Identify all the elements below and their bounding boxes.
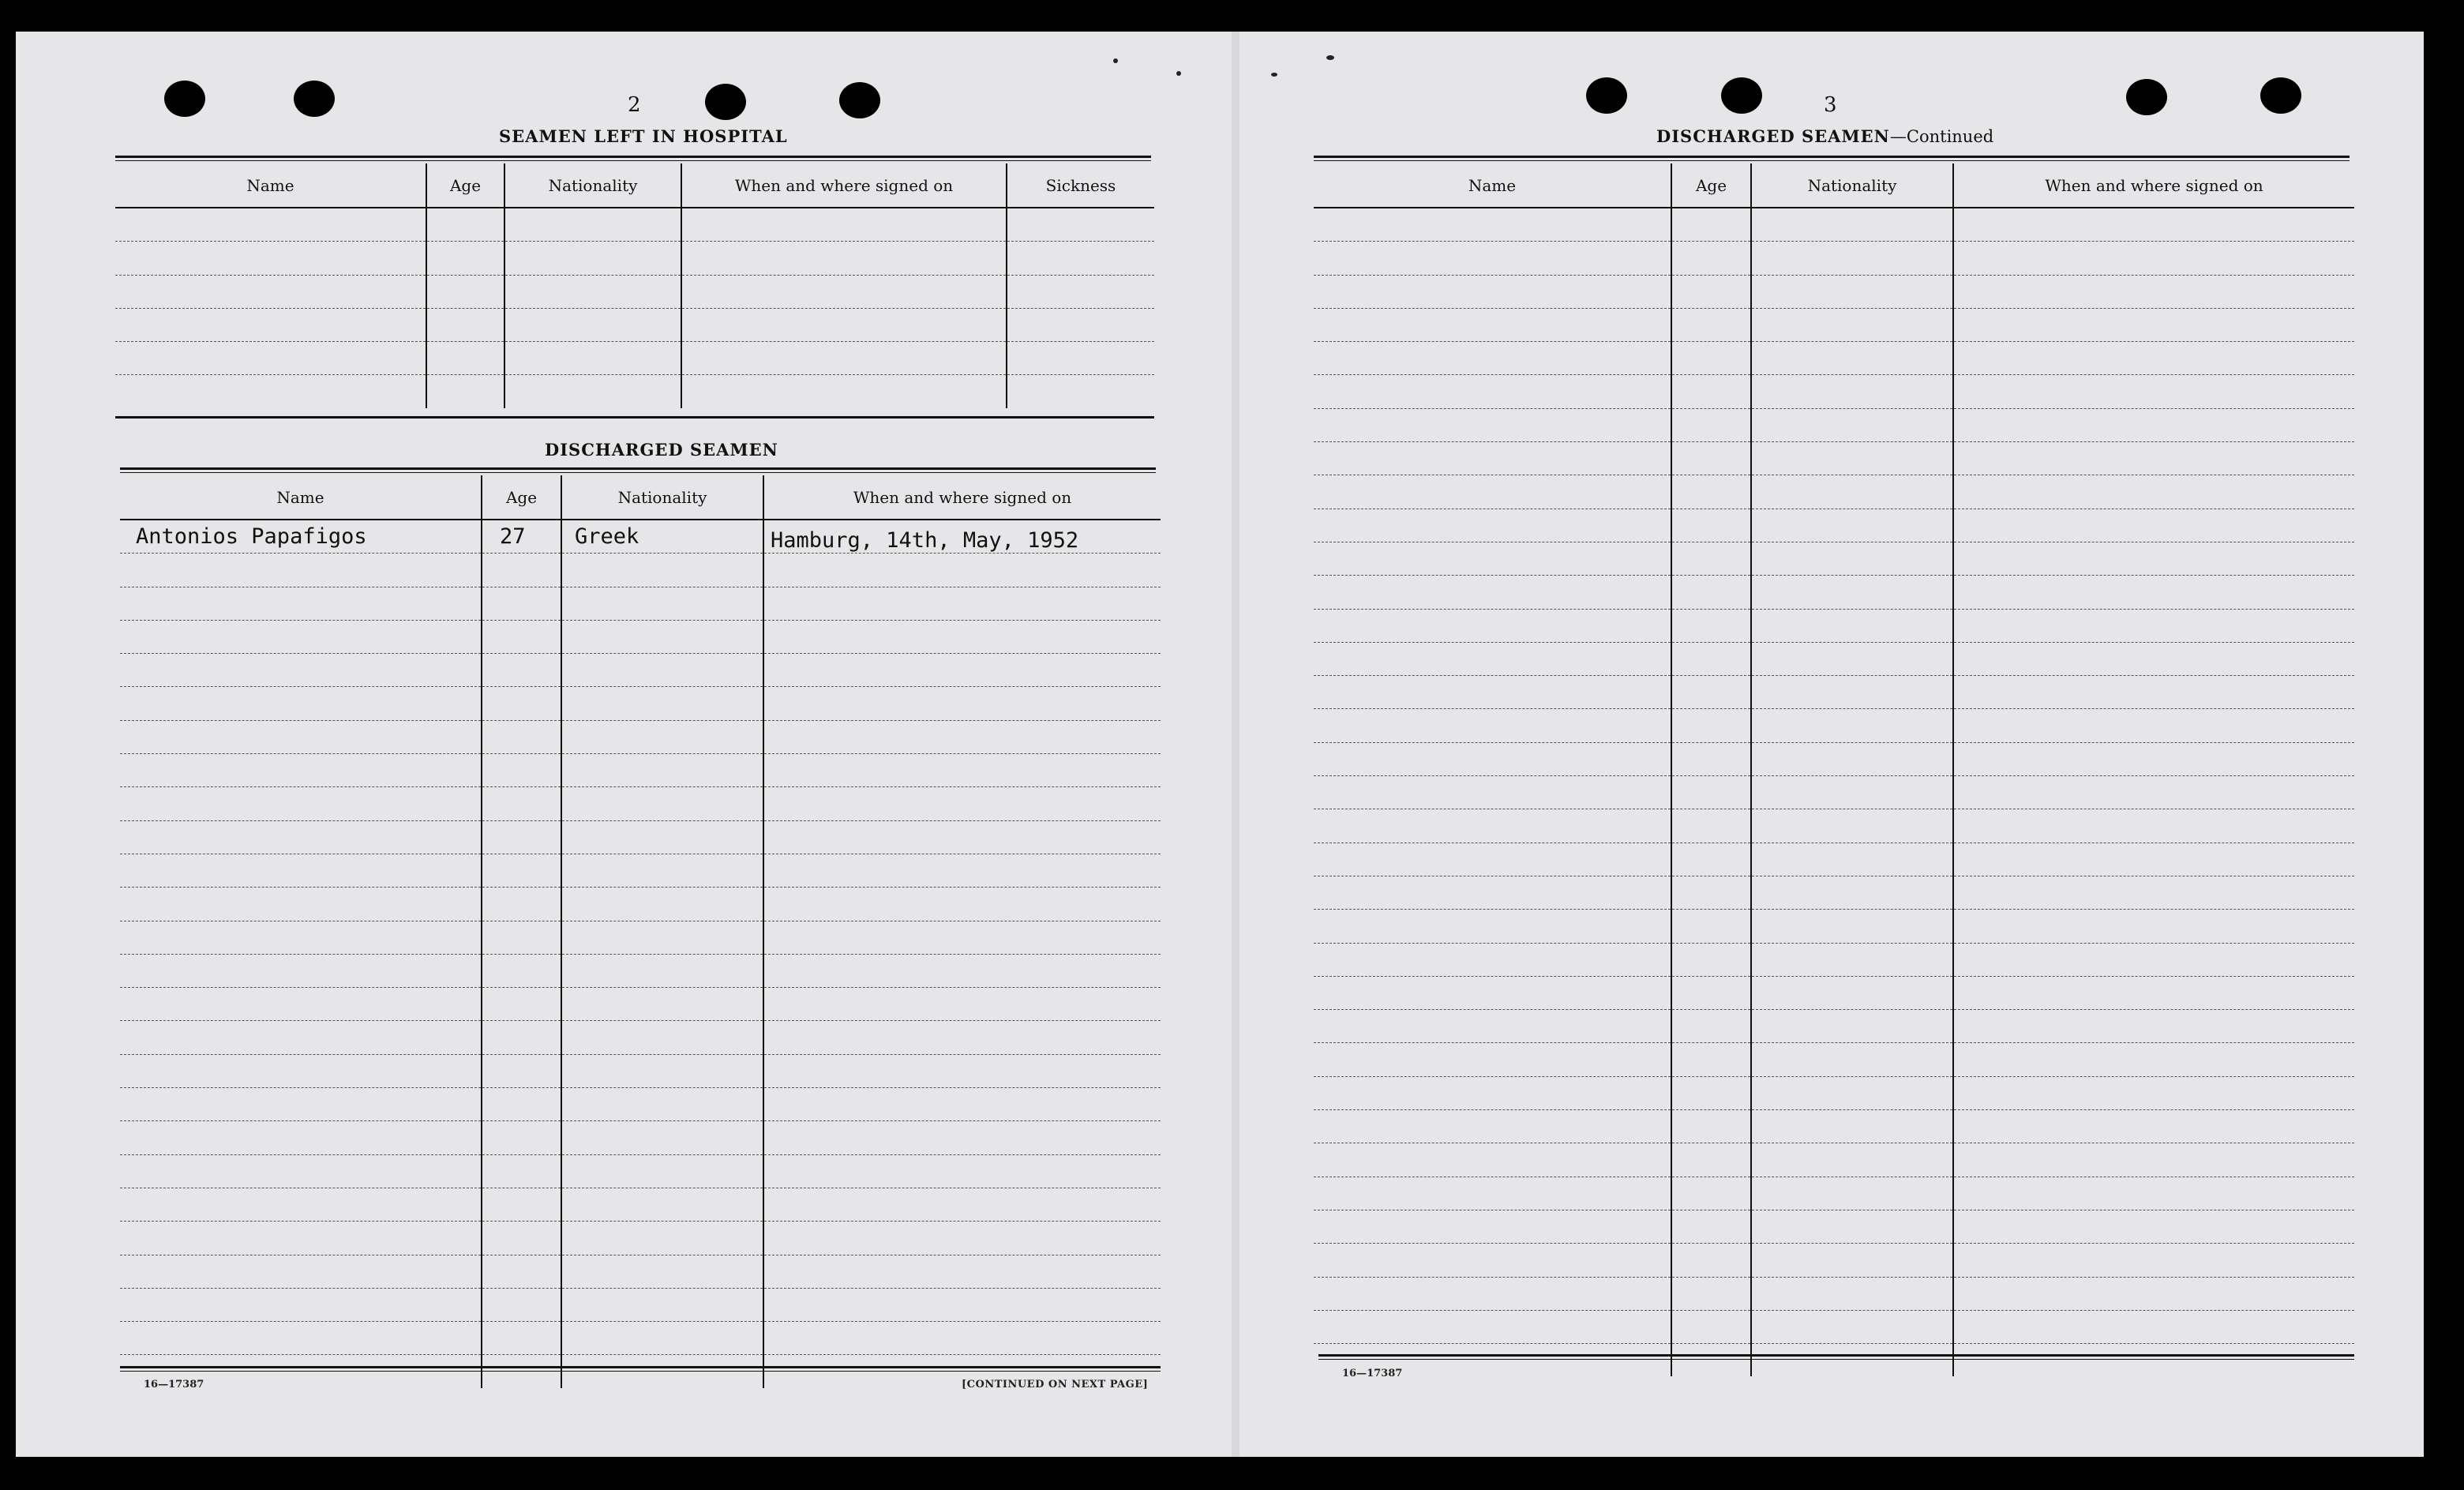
table-row bbox=[120, 1088, 1161, 1121]
table-row bbox=[120, 1021, 1161, 1054]
table-row bbox=[1314, 208, 2354, 242]
table-row bbox=[120, 1222, 1161, 1255]
table-row bbox=[1314, 1076, 2354, 1109]
column-header-nationality: Nationality bbox=[504, 163, 681, 208]
table-row bbox=[1314, 1310, 2354, 1343]
continued-top-rule bbox=[1314, 156, 2350, 161]
table-row bbox=[1314, 843, 2354, 876]
column-header-age: Age bbox=[1671, 163, 1751, 208]
table-row bbox=[1314, 609, 2354, 642]
seaman-age: 27 bbox=[482, 520, 561, 554]
seaman-nationality: Greek bbox=[561, 520, 763, 554]
table-row bbox=[120, 754, 1161, 787]
table-row bbox=[1314, 242, 2354, 275]
table-row bbox=[1314, 408, 2354, 441]
punch-hole bbox=[1586, 77, 1627, 114]
page-number: 3 bbox=[1824, 93, 1837, 117]
discharged-continued-table bbox=[1314, 163, 2354, 1376]
table-row bbox=[120, 921, 1161, 954]
table-row bbox=[120, 888, 1161, 921]
table-row bbox=[1314, 709, 2354, 742]
speck bbox=[1113, 58, 1118, 63]
punch-hole bbox=[294, 81, 335, 117]
table-row bbox=[1314, 1210, 2354, 1243]
hospital-table bbox=[115, 163, 1154, 408]
seaman-name: Antonios Papafigos bbox=[120, 520, 482, 554]
column-header-name: Name bbox=[1314, 163, 1671, 208]
table-row bbox=[1314, 943, 2354, 976]
table-row bbox=[120, 1288, 1161, 1321]
table-row bbox=[1314, 509, 2354, 542]
continued-note: [CONTINUED ON NEXT PAGE] bbox=[962, 1379, 1149, 1391]
table-row bbox=[1314, 1177, 2354, 1210]
table-row bbox=[1314, 1043, 2354, 1076]
table-row bbox=[120, 954, 1161, 987]
table-row bbox=[1314, 475, 2354, 509]
speck bbox=[1326, 55, 1334, 60]
table-row bbox=[120, 520, 1161, 554]
punch-hole bbox=[1721, 77, 1762, 114]
hospital-bottom-rule bbox=[115, 416, 1154, 418]
discharged-table bbox=[120, 475, 1161, 1388]
discharged-top-rule bbox=[120, 467, 1156, 473]
table-row bbox=[1314, 742, 2354, 775]
column-header-signed-on: When and where signed on bbox=[681, 163, 1007, 208]
table-row bbox=[120, 720, 1161, 753]
punch-hole bbox=[2260, 77, 2301, 114]
discharged-continued-title bbox=[1656, 126, 1993, 146]
table-row bbox=[1314, 1143, 2354, 1177]
table-row bbox=[1314, 576, 2354, 609]
table-row bbox=[1314, 809, 2354, 843]
table-row bbox=[115, 308, 1154, 341]
table-row bbox=[120, 820, 1161, 854]
table-row bbox=[120, 654, 1161, 687]
table-row bbox=[120, 787, 1161, 820]
table-row bbox=[120, 1255, 1161, 1288]
punch-hole bbox=[164, 81, 205, 117]
table-row bbox=[1314, 342, 2354, 375]
column-header-age: Age bbox=[426, 163, 504, 208]
column-header-name: Name bbox=[115, 163, 426, 208]
table-row bbox=[1314, 275, 2354, 308]
column-header-name: Name bbox=[120, 475, 482, 520]
column-header-signed-on: When and where signed on bbox=[763, 475, 1161, 520]
hospital-top-rule bbox=[115, 156, 1151, 161]
column-header-signed-on: When and where signed on bbox=[1953, 163, 2354, 208]
page-fold bbox=[1232, 32, 1240, 1457]
table-row bbox=[120, 1154, 1161, 1188]
speck bbox=[1271, 73, 1277, 77]
table-row bbox=[1314, 1010, 2354, 1043]
table-row bbox=[1314, 910, 2354, 943]
seaman-signed-on: Hamburg, 14th, May, 1952 bbox=[763, 520, 1161, 554]
table-row bbox=[1314, 1277, 2354, 1310]
form-code: 16—17387 bbox=[1342, 1368, 1403, 1379]
table-row bbox=[120, 1121, 1161, 1154]
table-row bbox=[120, 1188, 1161, 1221]
table-row bbox=[1314, 976, 2354, 1009]
table-row bbox=[115, 242, 1154, 275]
column-header-nationality: Nationality bbox=[1751, 163, 1953, 208]
punch-hole bbox=[705, 84, 746, 120]
table-row bbox=[115, 342, 1154, 375]
table-row bbox=[1314, 642, 2354, 675]
column-header-sickness: Sickness bbox=[1007, 163, 1154, 208]
punch-hole bbox=[2126, 79, 2167, 115]
table-row bbox=[1314, 1110, 2354, 1143]
continued-bottom-rule bbox=[1318, 1354, 2354, 1360]
table-row bbox=[1314, 776, 2354, 809]
speck bbox=[1176, 71, 1181, 76]
table-header-row bbox=[120, 475, 1161, 520]
table-row bbox=[1314, 676, 2354, 709]
table-row bbox=[120, 554, 1161, 587]
page-number: 2 bbox=[628, 93, 641, 117]
table-row bbox=[120, 1322, 1161, 1355]
table-header-row bbox=[1314, 163, 2354, 208]
table-row bbox=[115, 208, 1154, 242]
table-row bbox=[120, 620, 1161, 653]
table-row bbox=[1314, 375, 2354, 408]
table-row bbox=[1314, 1344, 2354, 1377]
table-row bbox=[1314, 442, 2354, 475]
table-row bbox=[1314, 1244, 2354, 1277]
form-code: 16—17387 bbox=[144, 1379, 204, 1391]
column-header-age: Age bbox=[482, 475, 561, 520]
table-row bbox=[120, 988, 1161, 1021]
table-row bbox=[1314, 308, 2354, 341]
title-continued: —Continued bbox=[1889, 127, 1994, 146]
title-main: DISCHARGED SEAMEN bbox=[1656, 126, 1890, 146]
column-header-nationality: Nationality bbox=[561, 475, 763, 520]
discharged-section-title: DISCHARGED SEAMEN bbox=[545, 440, 778, 460]
table-row bbox=[120, 854, 1161, 887]
table-row bbox=[115, 275, 1154, 308]
table-row bbox=[120, 587, 1161, 620]
table-row bbox=[115, 375, 1154, 408]
table-header-row bbox=[115, 163, 1154, 208]
punch-hole bbox=[839, 82, 880, 118]
table-row bbox=[120, 687, 1161, 720]
hospital-section-title: SEAMEN LEFT IN HOSPITAL bbox=[499, 126, 788, 146]
table-row bbox=[120, 1054, 1161, 1087]
table-row bbox=[1314, 876, 2354, 909]
table-row bbox=[1314, 542, 2354, 575]
discharged-bottom-rule bbox=[120, 1366, 1161, 1372]
